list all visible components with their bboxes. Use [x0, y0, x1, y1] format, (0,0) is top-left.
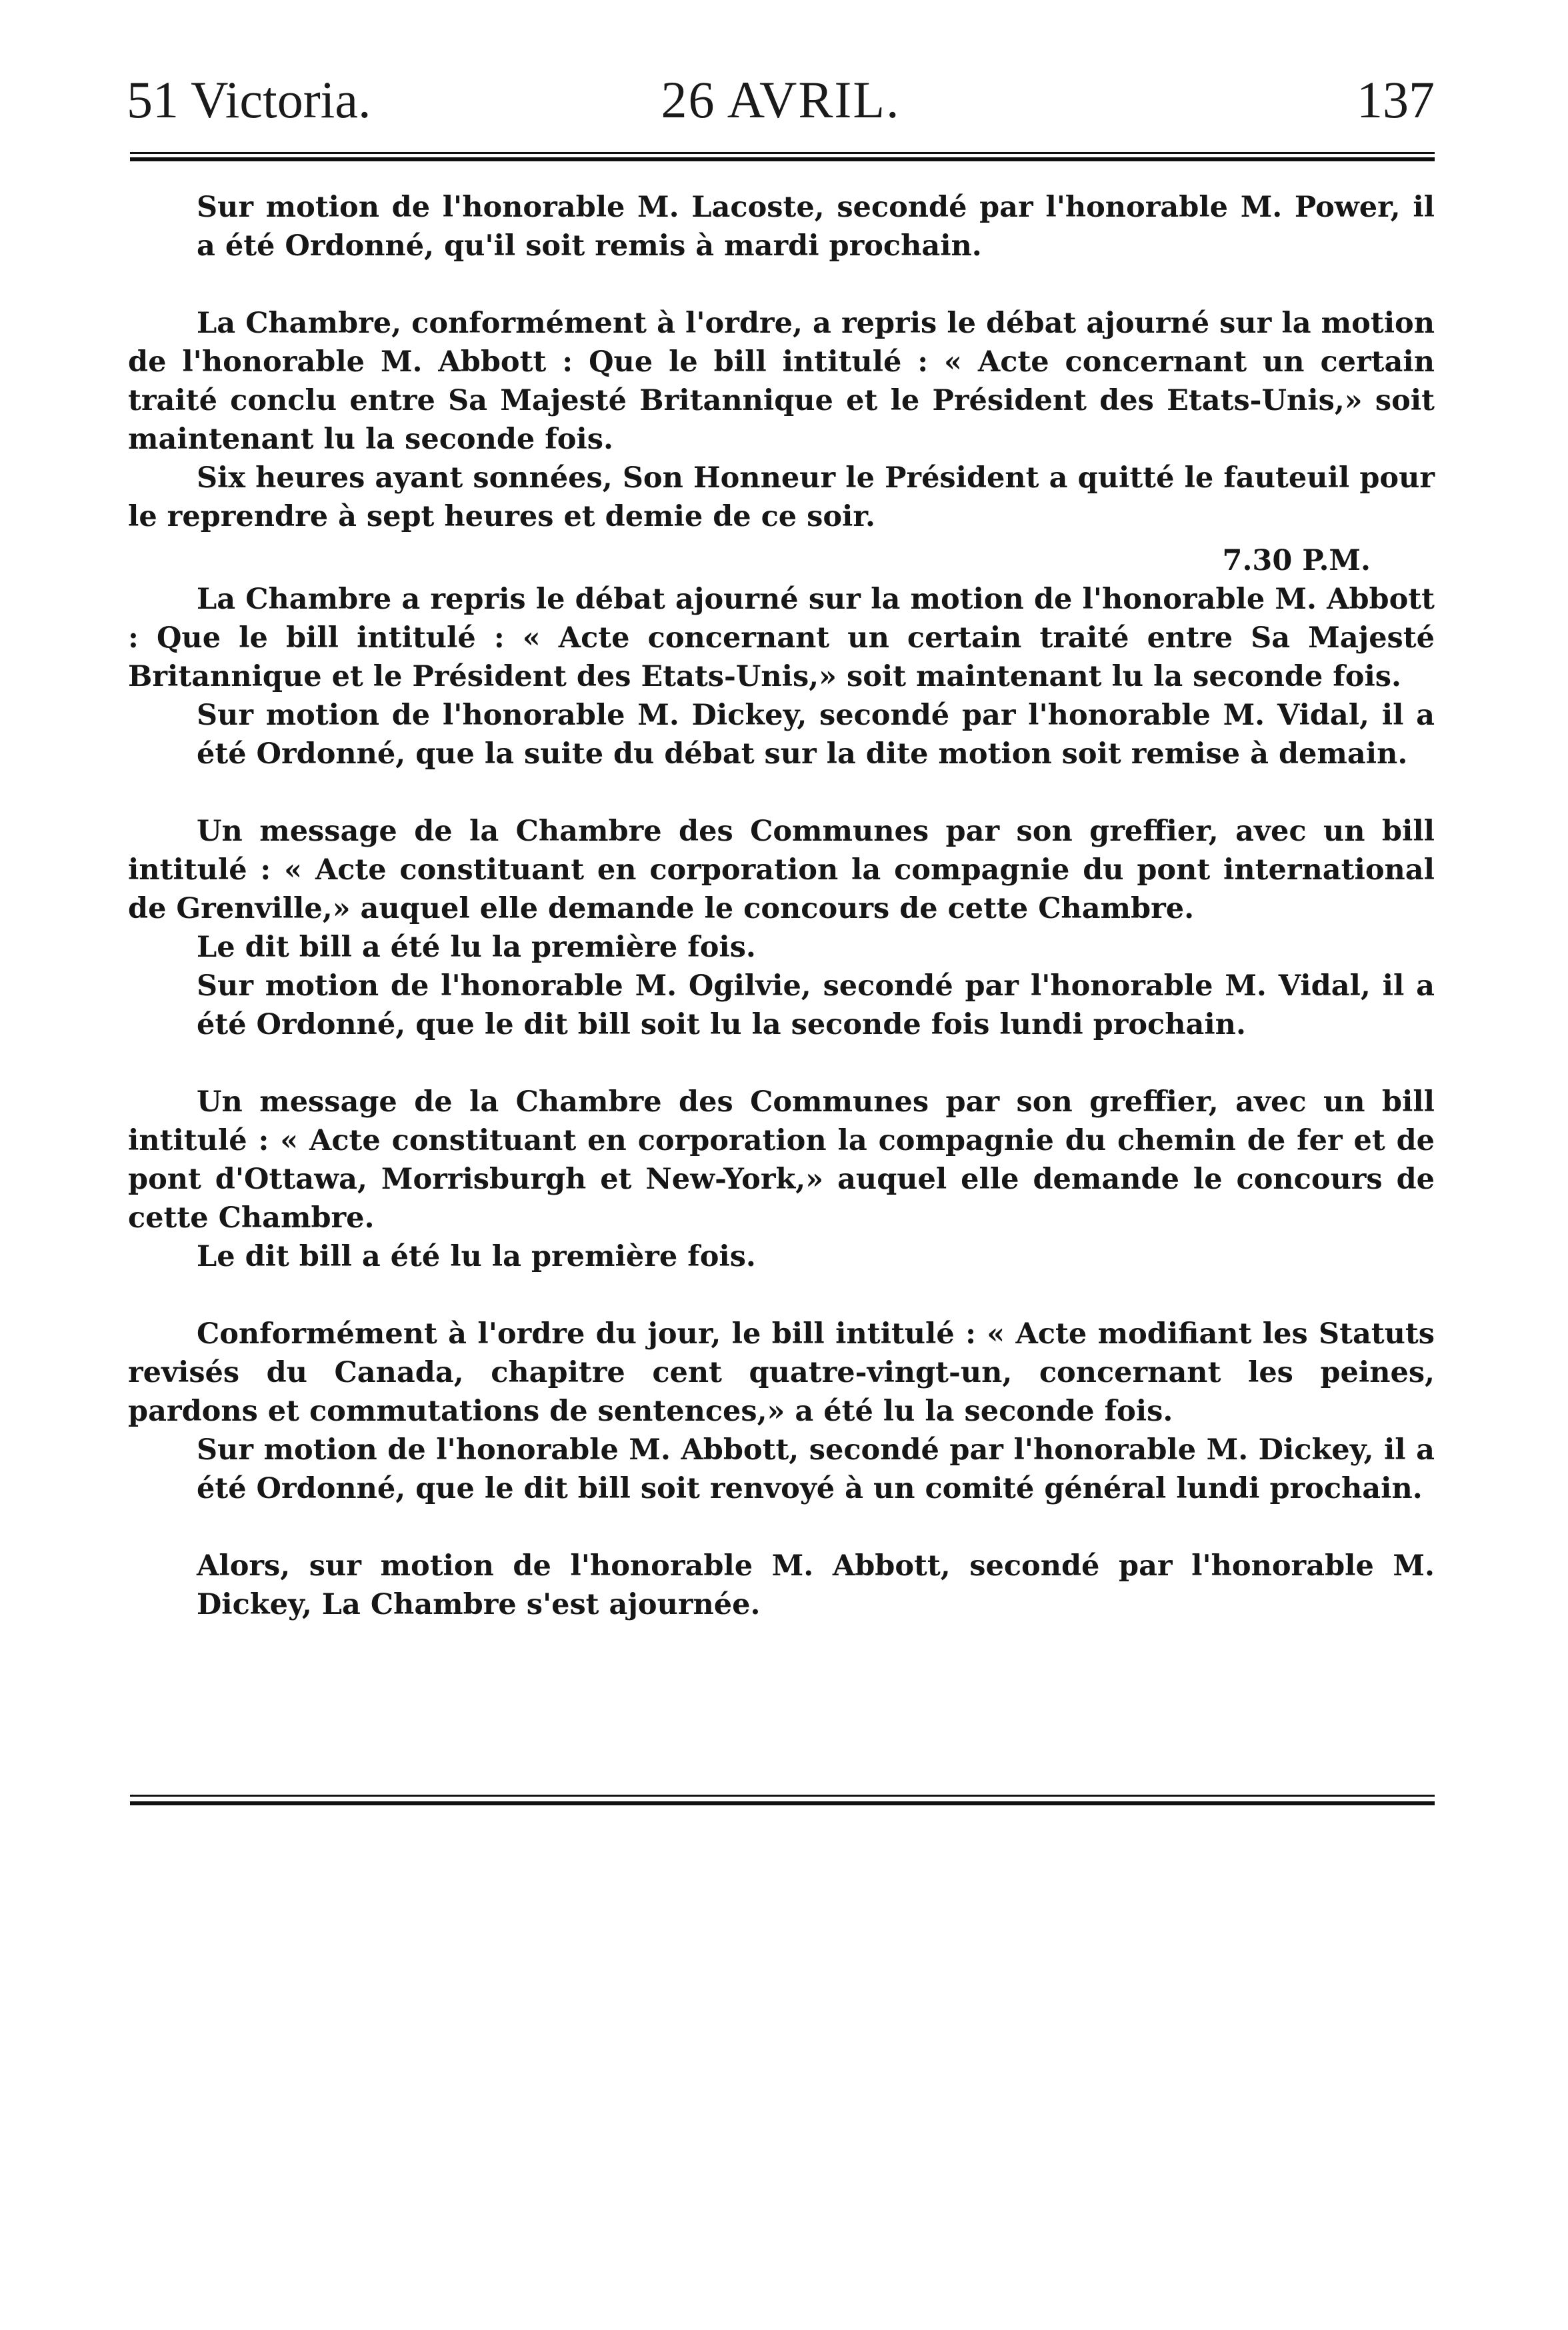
journal-paragraph: Sur motion de l'honorable M. Dickey, secondé par l'honorable M. Vidal, il a été Ordonné, que la suite du débat sur la dite motion soit remise à demain.: [197, 699, 1435, 771]
time-marker: 7.30 P.M.: [1222, 544, 1371, 577]
journal-paragraph: Sur motion de l'honorable M. Ogilvie, secondé par l'honorable M. Vidal, il a été Ordonné, que le dit bill soit lu la seconde fois lundi prochain.: [197, 969, 1435, 1041]
entry-block: [128, 188, 1435, 265]
entry-block: [128, 812, 1435, 1044]
journal-paragraph: Le dit bill a été lu la première fois.: [197, 1240, 756, 1273]
journal-paragraph: Un message de la Chambre des Communes par son greffier, avec un bill intitulé : « Acte constituant en corporation la compagnie du chemin de fer et de pont d'Ottawa, Morrisburgh et New-York,» auquel elle demande le concours de cette Chambre.: [128, 1085, 1435, 1235]
journal-paragraph: La Chambre, conformément à l'ordre, a repris le débat ajourné sur la motion de l'honorable M. Abbott : Que le bill intitulé : « Acte concernant un certain traité conclu entre Sa Majesté Britannique et le Président des Etats-Unis,» soit maintenant lu la seconde fois.: [128, 307, 1435, 456]
running-header: [127, 63, 1435, 137]
journal-paragraph: Sur motion de l'honorable M. Lacoste, secondé par l'honorable M. Power, il a été Ordonné, qu'il soit remis à mardi prochain.: [197, 191, 1435, 263]
entry-block: [128, 1547, 1435, 1624]
regnal-year: 51 Victoria.: [127, 71, 371, 129]
header-date: 26 AVRIL.: [661, 71, 901, 129]
page-number: 137: [1357, 71, 1435, 129]
journal-paragraph: Conformément à l'ordre du jour, le bill intitulé : « Acte modifiant les Statuts revisés du Canada, chapitre cent quatre-vingt-un, concernant les peines, pardons et commutations de sentences,» a été lu la seconde fois.: [128, 1317, 1435, 1428]
bottom-double-rule: [130, 1795, 1435, 1805]
journal-paragraph: Un message de la Chambre des Communes par son greffier, avec un bill intitulé : « Acte constituant en corporation la compagnie du pont international de Grenville,» auquel elle demande le concours de cette Chambre.: [128, 815, 1435, 925]
journal-paragraph: La Chambre a repris le débat ajourné sur la motion de l'honorable M. Abbott : Que le bill intitulé : « Acte concernant un certain traité entre Sa Majesté Britannique et le Président des Etats-Unis,» soit maintenant lu la seconde fois.: [128, 583, 1435, 693]
journal-paragraph: Alors, sur motion de l'honorable M. Abbott, secondé par l'honorable M. Dickey, La Chambre s'est ajournée.: [197, 1549, 1435, 1621]
journal-paragraph: Le dit bill a été lu la première fois.: [197, 931, 756, 964]
top-double-rule: [130, 152, 1435, 161]
journal-paragraph: Sur motion de l'honorable M. Abbott, secondé par l'honorable M. Dickey, il a été Ordonné, que le dit bill soit renvoyé à un comité général lundi prochain.: [197, 1433, 1435, 1505]
entry-block: [128, 1083, 1435, 1276]
entry-block: [128, 1315, 1435, 1508]
journal-paragraph: Six heures ayant sonnées, Son Honneur le Président a quitté le fauteuil pour le reprendre à sept heures et demie de ce soir.: [128, 461, 1435, 533]
entry-block: [128, 304, 1435, 773]
journal-body: [128, 188, 1435, 1663]
